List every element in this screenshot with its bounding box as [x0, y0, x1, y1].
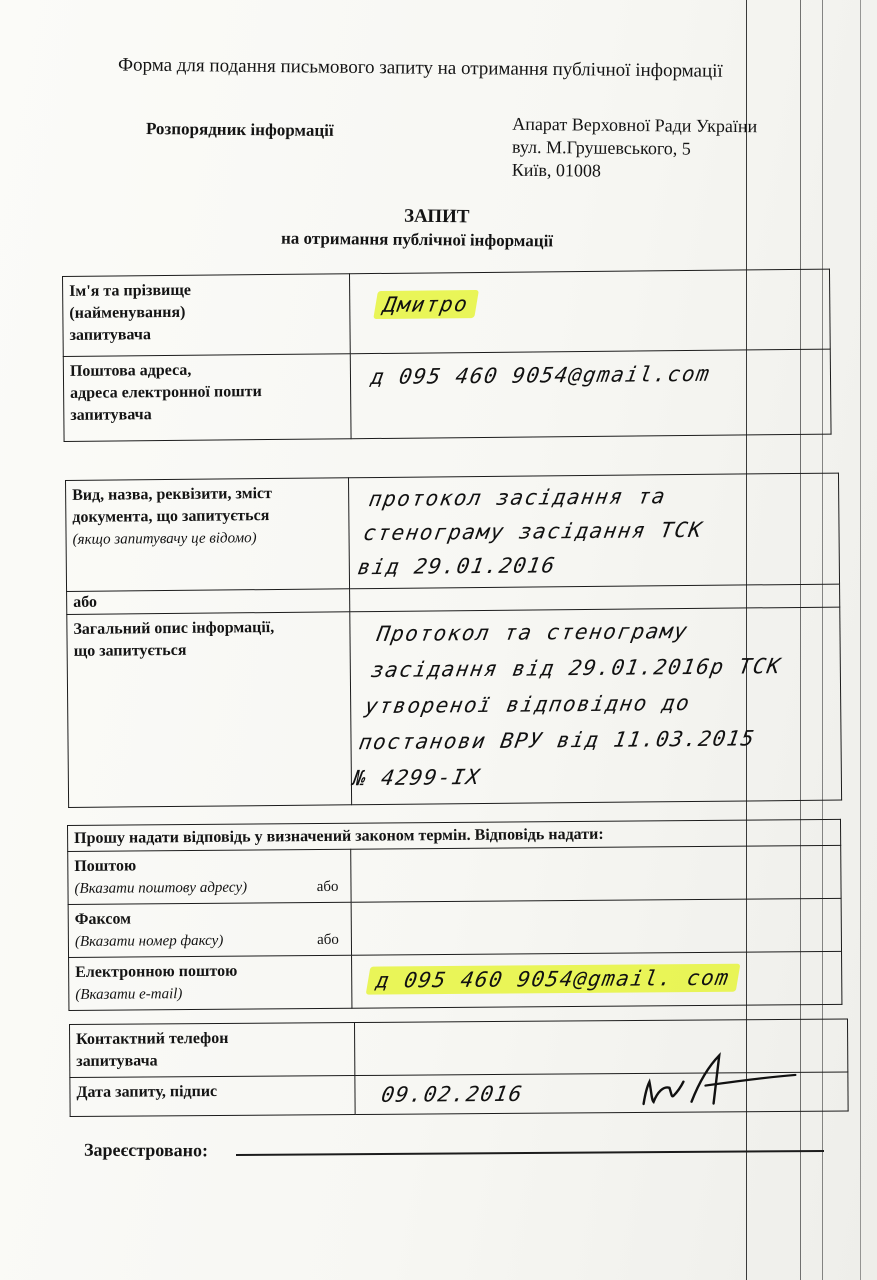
contact-block — [69, 1019, 849, 1114]
response-email-value[interactable]: д 095 460 9054@gmail. com — [366, 964, 740, 995]
applicant-block — [62, 269, 832, 442]
applicant-address-value[interactable]: д 095 460 9054@gmail.com — [368, 361, 713, 390]
address-line: Апарат Верховної Ради України — [512, 113, 758, 137]
address-line: вул. М.Грушевського, 5 — [511, 136, 691, 159]
request-date-value[interactable]: 09.02.2016 — [379, 1081, 525, 1107]
signature-icon — [635, 1051, 805, 1112]
response-block — [67, 819, 842, 1001]
general-description-label: Загальний опис інформації, що запитується — [73, 618, 275, 660]
email-option: Електронною поштою (Вказати e-mail) — [75, 962, 238, 1003]
request-title: ЗАПИТ — [403, 205, 470, 228]
document-value[interactable]: протокол засідання та стенограму засідання ТСК від 29.01.2016 — [355, 484, 705, 580]
fax-option: Факсом (Вказати номер факсу) або — [74, 910, 339, 950]
general-description-value[interactable]: Протокол та стенограму засідання від 29.01.2016р ТСК утвореної відповідно до постанови ВРУ від 11.03.2015 № 4299-ІХ — [351, 619, 784, 791]
address-line: Київ, 01008 — [511, 159, 602, 181]
mail-address-field[interactable] — [351, 845, 841, 902]
page-edge-line — [860, 0, 861, 1280]
postal-address-label: Поштова адреса, адреса електронної пошти запитувача — [69, 361, 262, 424]
manager-address — [512, 113, 758, 185]
document-label: Вид, назва, реквізити, зміст документа, що запитується (якщо запитувачу це відомо) — [72, 482, 343, 551]
registered-label: Зареєстровано: — [83, 1139, 209, 1161]
applicant-name-value[interactable]: Дмитро — [373, 290, 479, 319]
date-signature-label: Дата запиту, підпис — [76, 1082, 218, 1101]
fax-number-field[interactable] — [351, 898, 841, 955]
document-label-note: (якщо запитувачу це відомо) — [72, 530, 257, 548]
form-title: Форма для подання письмового запиту на отримання публічної інформації — [117, 54, 723, 82]
name-label: Ім'я та прізвище (найменування) запитувача — [69, 281, 191, 344]
or-label: або — [73, 593, 98, 611]
mail-option: Поштою (Вказати поштову адресу) або — [74, 857, 339, 897]
request-subtitle: на отримання публічної інформації — [280, 228, 554, 251]
contact-phone-label: Контактний телефон запитувача — [76, 1029, 229, 1070]
document-block — [65, 473, 842, 808]
manager-label: Розпорядник інформації — [145, 119, 334, 140]
response-heading: Прошу надати відповідь у визначений законом термін. Відповідь надати: — [74, 825, 604, 847]
